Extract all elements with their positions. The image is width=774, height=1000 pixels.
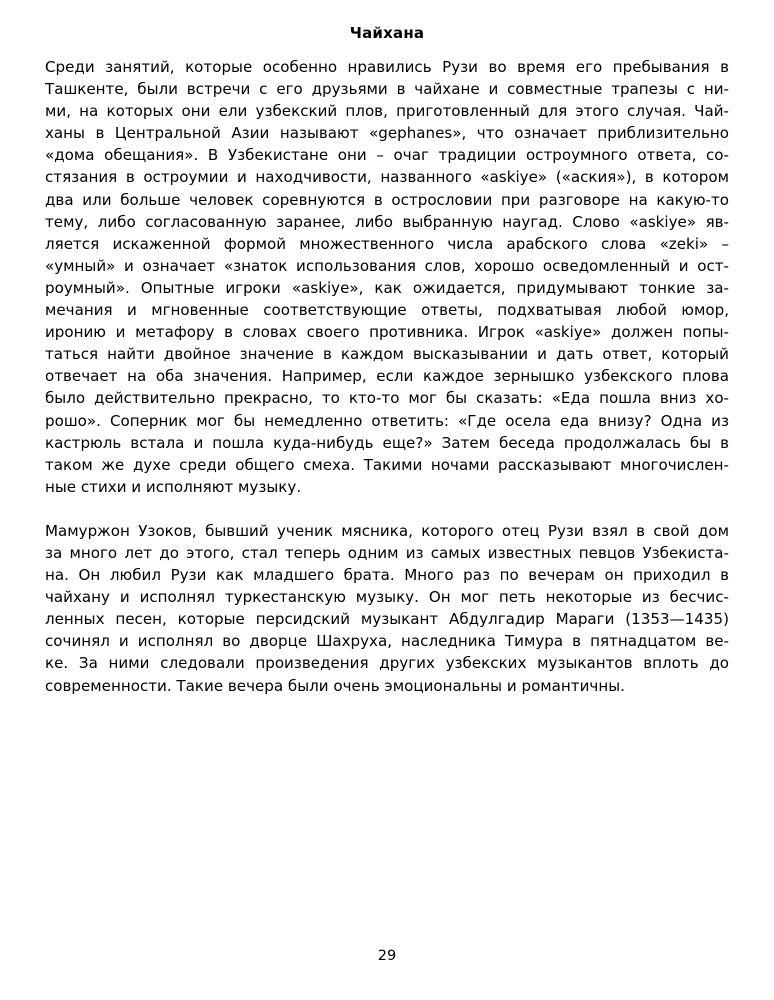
text-line: Ташкенте, были встречи с его друзьями в чайхане и совместные трапезы с ни- [45, 80, 729, 99]
text-line: ленных песен, которые персидский музыкант Абдулгадир Мараги (1353—1435) [45, 610, 729, 629]
text-line: роумный». Опытные игроки «askiye», как ожидается, придумывают тонкие за- [45, 278, 729, 297]
text-line: за много лет до этого, стал теперь одним из самых известных певцов Узбекиста- [45, 543, 729, 562]
text-line: современности. Такие вечера были очень эмоциональны и романтичны. [45, 676, 625, 695]
text-line: иронию и метафору в словах своего противника. Игрок «askiye» должен попы- [45, 323, 729, 342]
text-line: отвечает на оба значения. Например, если каждое зернышко узбекского плова [45, 367, 729, 386]
text-line: мечания и мгновенные соответствующие ответы, подхватывая любой юмор, [45, 301, 729, 320]
paragraph-1 [45, 56, 729, 498]
text-line: на. Он любил Рузи как младшего брата. Много раз по вечерам он приходил в [45, 566, 729, 585]
text-line: чайхану и исполнял туркестанскую музыку. Он мог петь некоторые из бесчис- [45, 588, 729, 607]
text-line: таться найти двойное значение в каждом высказывании и дать ответ, который [45, 345, 729, 364]
page-title: Чайхана [349, 24, 425, 43]
page-number: 29 [377, 948, 397, 964]
text-line: ляется искаженной формой множественного числа арабского слова «zeki» – [45, 234, 729, 253]
text-line: ные стихи и исполняют музыку. [45, 477, 302, 496]
body-text-column [45, 56, 729, 697]
text-line: Мамуржон Узоков, бывший ученик мясника, которого отец Рузи взял в свой дом [45, 521, 729, 540]
text-line: Среди занятий, которые особенно нравились Рузи во время его пребывания в [45, 58, 729, 76]
text-line: рошо». Соперник мог бы немедленно ответить: «Где осела еда внизу? Одна из [45, 411, 729, 430]
text-line: «дома обещания». В Узбекистане они – очаг традиции остроумного ответа, со- [45, 146, 729, 165]
text-line: тему, либо согласованную заранее, либо выбранную наугад. Слово «askiye» яв- [45, 212, 729, 231]
text-line: сочинял и исполнял во дворце Шахруха, наследника Тимура в пятнадцатом ве- [45, 632, 729, 651]
text-line: два или больше человек соревнуются в острословии при разговоре на какую-то [45, 190, 729, 209]
text-line: стязания в остроумии и находчивости, названного «askiye» («аския»), в котором [45, 168, 729, 187]
text-line: ке. За ними следовали произведения других узбекских музыкантов вплоть до [45, 654, 729, 673]
text-line: кастрюль встала и пошла куда-нибудь еще?» Затем беседа продолжалась бы в [45, 433, 729, 452]
text-line: таком же духе среди общего смеха. Такими ночами рассказывают многочислен- [45, 455, 729, 474]
text-line: было действительно прекрасно, то кто-то мог бы сказать: «Еда пошла вниз хо- [45, 389, 729, 408]
text-line: ханы в Центральной Азии называют «gephanes», что означает приблизительно [45, 124, 729, 143]
text-line: «умный» и означает «знаток использования слов, хорошо осведомленный и ост- [45, 256, 729, 275]
paragraph-2 [45, 520, 729, 697]
text-line: ми, на которых они ели узбекский плов, приготовленный для этого случая. Чай- [45, 102, 729, 121]
